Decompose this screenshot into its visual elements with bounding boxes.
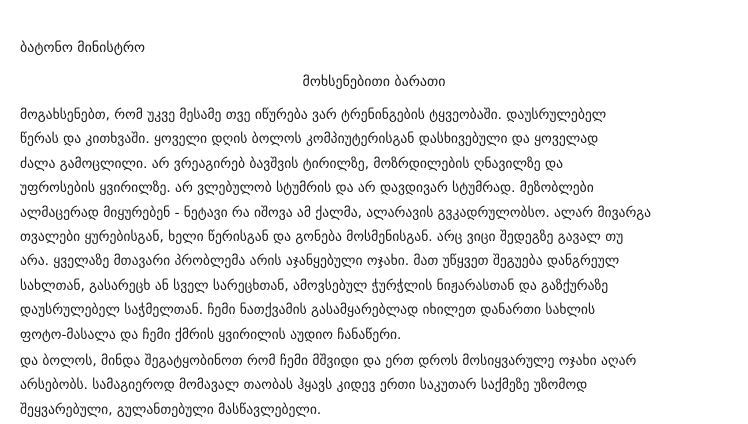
text-line: წერას და კითხვაში. ყოველი დღის ბოლოს კომპიუტერისგან დასხივებული და ყოველად	[20, 131, 599, 148]
text-line: არა. ყველაზე მთავარი პრობლემა არის აჯანყებული ოჯახი. მათ უწყვეთ შეგუება დანგრეულ	[20, 253, 620, 270]
paragraph-1	[20, 103, 735, 347]
document-title: მოხსენებითი ბარათი	[302, 74, 446, 90]
text-line: ფოტო-მასალა და ჩემი ქმრის ყვირილის აუდიო ჩანაწერი.	[20, 326, 402, 343]
text-line: მოგახსენებთ, რომ უკვე მესამე თვე იწურება ვარ ტრენინგების ტყვეობაში. დაუსრულებელ	[20, 107, 607, 123]
text-line: ალმაცერად მიყურებენ - ნეტავი რა იშოვა ამ ქალმა, ალარავის გვკადრულობსო. ალარ მივარგა	[20, 204, 652, 221]
text-line: შეყვარებული, გულანთებული მასწავლებელი.	[20, 401, 322, 418]
text-line: ძალა გამოცლილი. არ ვრეაგირებ ბავშვის ტირილზე, მოზრდილების ღნავილზე და	[20, 155, 563, 172]
text-line: თვალები ყურებისგან, ხელი წერისგან და გონება მოსმენისგან. არც ვიცი შედეგზე გავალ თუ	[20, 228, 624, 245]
text-line: არსებობს. სამაგიეროდ მომავალ თაობას ჰყავს კიდევ ერთი საკუთარ საქმეზე უზომოდ	[20, 377, 588, 394]
text-line: და ბოლოს, მინდა შეგატყობინოთ რომ ჩემი მშვიდი და ერთ დროს მოსიყვარულე ოჯახი აღარ	[20, 353, 637, 369]
salutation: ბატონო მინისტრო	[20, 40, 146, 56]
text-line: უფროსების ყვირილზე. არ ვლებულობ სტუმრის და არ დავდივარ სტუმრად. მეზობლები	[20, 180, 594, 197]
text-line: დაუსრულებელ საჭმელთან. ჩემი ნათქვამის გასამყარებლად იხილეთ დანართი სახლის	[20, 302, 596, 319]
text-line: სახლთან, გასარეცხ ან სველ სარეცხთან, ამოვსებულ ჭურჭლის ნიჟარასთან და გაზქურაზე	[20, 277, 609, 294]
paragraph-2	[20, 349, 735, 422]
